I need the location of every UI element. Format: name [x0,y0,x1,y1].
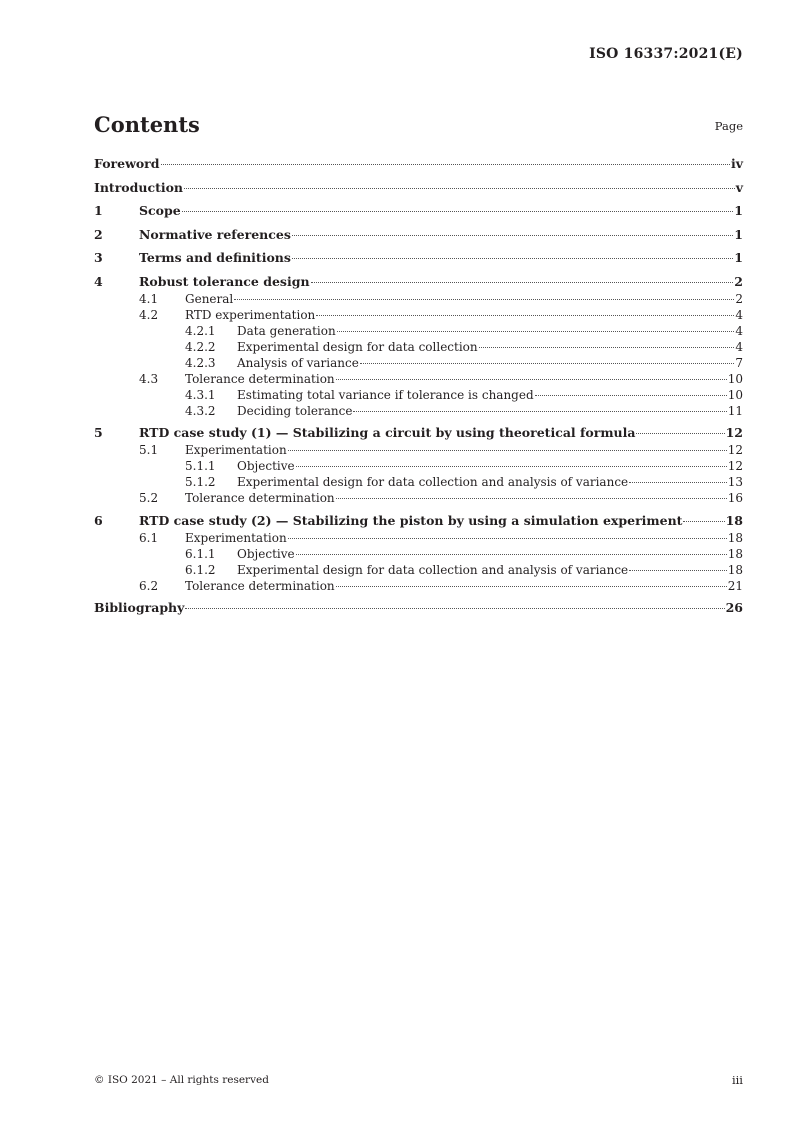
toc-entry-page: 1 [734,226,743,242]
toc-entry-number: 6 [94,512,103,528]
toc-entry-page: 18 [725,512,743,528]
toc-entry-label: Experimentation [185,443,287,457]
toc-entry-number: 2 [94,226,103,242]
toc-leader-dots [683,521,724,522]
toc-entry-page: 12 [725,425,743,440]
toc-entry-page: 1 [734,203,743,218]
toc-entry-number: 5.1 [139,443,159,457]
standard-number: ISO 16337:2021(E) [589,46,743,62]
toc-entry[interactable] [94,307,743,323]
toc-entry-label: Data generation [237,323,336,338]
toc-leader-dots [629,482,727,483]
toc-entry-label: Terms and definitions [139,250,291,265]
toc-leader-dots [479,347,735,348]
toc-entry[interactable] [94,387,743,403]
footer-page-number: iii [731,1073,743,1087]
page-title: Contents [94,112,200,137]
toc-entry-page: 2 [735,291,743,306]
toc-entry-label: RTD experimentation [185,307,316,322]
toc-entry-page: 26 [725,600,743,615]
toc-entry[interactable] [94,512,743,530]
toc-entry-label: Objective [237,459,295,473]
toc-entry-number: 4.3.2 [185,403,216,418]
toc-entry[interactable] [94,442,743,458]
toc-leader-dots [336,586,727,587]
toc-entry-number: 4.3.1 [185,387,216,402]
toc-leader-dots [311,282,734,283]
toc-entry-label: General [185,291,234,306]
toc-entry-label: Experimental design for data collection [237,339,478,354]
toc-entry-page: 2 [734,273,743,289]
toc-entry-label: Deciding tolerance [237,403,353,418]
toc-entry[interactable] [94,355,743,371]
toc-entry-number: 6.2 [139,578,159,593]
toc-entry-number: 4.2.3 [185,355,216,370]
toc-entry-number: 5.2 [139,491,159,505]
toc-entry[interactable] [94,249,743,267]
toc-entry[interactable] [94,179,743,197]
toc-entry-page: 18 [727,562,743,577]
toc-leader-dots [636,433,724,434]
toc-entry-page: 4 [735,323,743,338]
toc-leader-dots [360,363,735,364]
toc-entry-number: 5.1.1 [185,459,216,473]
toc-entry-number: 3 [94,250,103,265]
toc-leader-dots [337,331,735,332]
toc-entry-label: Experimental design for data collection and analysis of variance [237,562,629,577]
toc-entry-number: 6.1 [139,530,159,545]
page-column-label: Page [714,119,743,133]
toc-entry-number: 6.1.1 [185,546,216,561]
toc-leader-dots [296,554,727,555]
toc-entry[interactable] [94,339,743,355]
toc-entry-page: 4 [735,307,743,322]
toc-entry-label: Robust tolerance design [139,273,310,289]
toc-entry[interactable] [94,424,743,442]
toc-entry-label: Normative references [139,226,291,242]
toc-leader-dots [353,411,726,412]
toc-entry-number: 4 [94,273,103,289]
toc-leader-dots [296,466,727,467]
toc-entry-label: Tolerance determination [185,371,335,386]
toc-entry[interactable] [94,546,743,562]
toc-entry[interactable] [94,226,743,244]
toc-entry[interactable] [94,599,743,617]
toc-entry-label: Objective [237,546,295,561]
toc-entry[interactable] [94,273,743,291]
table-of-contents [94,155,743,617]
toc-entry-label: Introduction [94,179,184,195]
toc-entry[interactable] [94,403,743,419]
toc-entry[interactable] [94,155,743,173]
toc-entry-page: 18 [727,546,743,561]
toc-leader-dots [288,450,727,451]
toc-entry[interactable] [94,490,743,506]
toc-entry-label: Bibliography [94,600,185,615]
toc-entry-page: 7 [735,355,743,370]
toc-entry-number: 4.2 [139,307,159,322]
toc-entry-number: 4.1 [139,291,159,306]
toc-entry-number: 5.1.2 [185,475,216,489]
toc-entry-page: 21 [727,578,743,593]
toc-entry-page: 11 [727,403,743,418]
toc-leader-dots [535,395,727,396]
toc-entry-page: v [735,179,743,195]
toc-leader-dots [336,379,727,380]
toc-leader-dots [234,299,734,300]
toc-entry-number: 5 [94,425,103,440]
toc-leader-dots [184,188,735,189]
toc-entry-number: 4.2.2 [185,339,216,354]
toc-entry[interactable] [94,371,743,387]
toc-entry-label: Experimental design for data collection and analysis of variance [237,475,629,489]
toc-entry-label: Scope [139,203,181,218]
toc-entry[interactable] [94,202,743,220]
toc-entry[interactable] [94,530,743,546]
toc-leader-dots [182,211,734,212]
toc-entry-label: Tolerance determination [185,578,335,593]
toc-entry-number: 1 [94,203,103,218]
toc-entry-label: Estimating total variance if tolerance is changed [237,387,534,402]
toc-entry-page: 10 [727,371,743,386]
toc-entry-page: 12 [727,459,743,473]
toc-entry-page: 4 [735,339,743,354]
toc-leader-dots [185,608,724,609]
toc-entry-label: Foreword [94,156,160,171]
toc-entry-label: Tolerance determination [185,491,335,505]
toc-entry-page: 13 [727,475,743,489]
toc-entry-page: 10 [727,387,743,402]
toc-entry-label: Analysis of variance [237,355,359,370]
toc-entry-page: 1 [734,250,743,265]
toc-entry-number: 4.3 [139,371,159,386]
toc-leader-dots [292,235,733,236]
toc-entry[interactable] [94,474,743,490]
toc-entry[interactable] [94,578,743,594]
toc-leader-dots [629,570,727,571]
footer-copyright: © ISO 2021 – All rights reserved [94,1074,269,1086]
toc-leader-dots [161,164,730,165]
toc-entry-number: 6.1.2 [185,562,216,577]
toc-entry-number: 4.2.1 [185,323,216,338]
toc-entry[interactable] [94,458,743,474]
toc-entry[interactable] [94,323,743,339]
toc-entry-page: 12 [727,443,743,457]
toc-leader-dots [292,258,733,259]
toc-entry-page: 16 [727,491,743,505]
toc-entry-label: Experimentation [185,530,287,545]
toc-leader-dots [316,315,734,316]
toc-entry-page: 18 [727,530,743,545]
toc-leader-dots [336,498,727,499]
toc-entry[interactable] [94,562,743,578]
toc-entry[interactable] [94,291,743,307]
toc-entry-page: iv [730,156,743,171]
toc-entry-label: RTD case study (2) — Stabilizing the piston by using a simulation experiment [139,512,683,528]
toc-entry-label: RTD case study (1) — Stabilizing a circuit by using theoretical formula [139,425,636,440]
toc-leader-dots [288,538,727,539]
